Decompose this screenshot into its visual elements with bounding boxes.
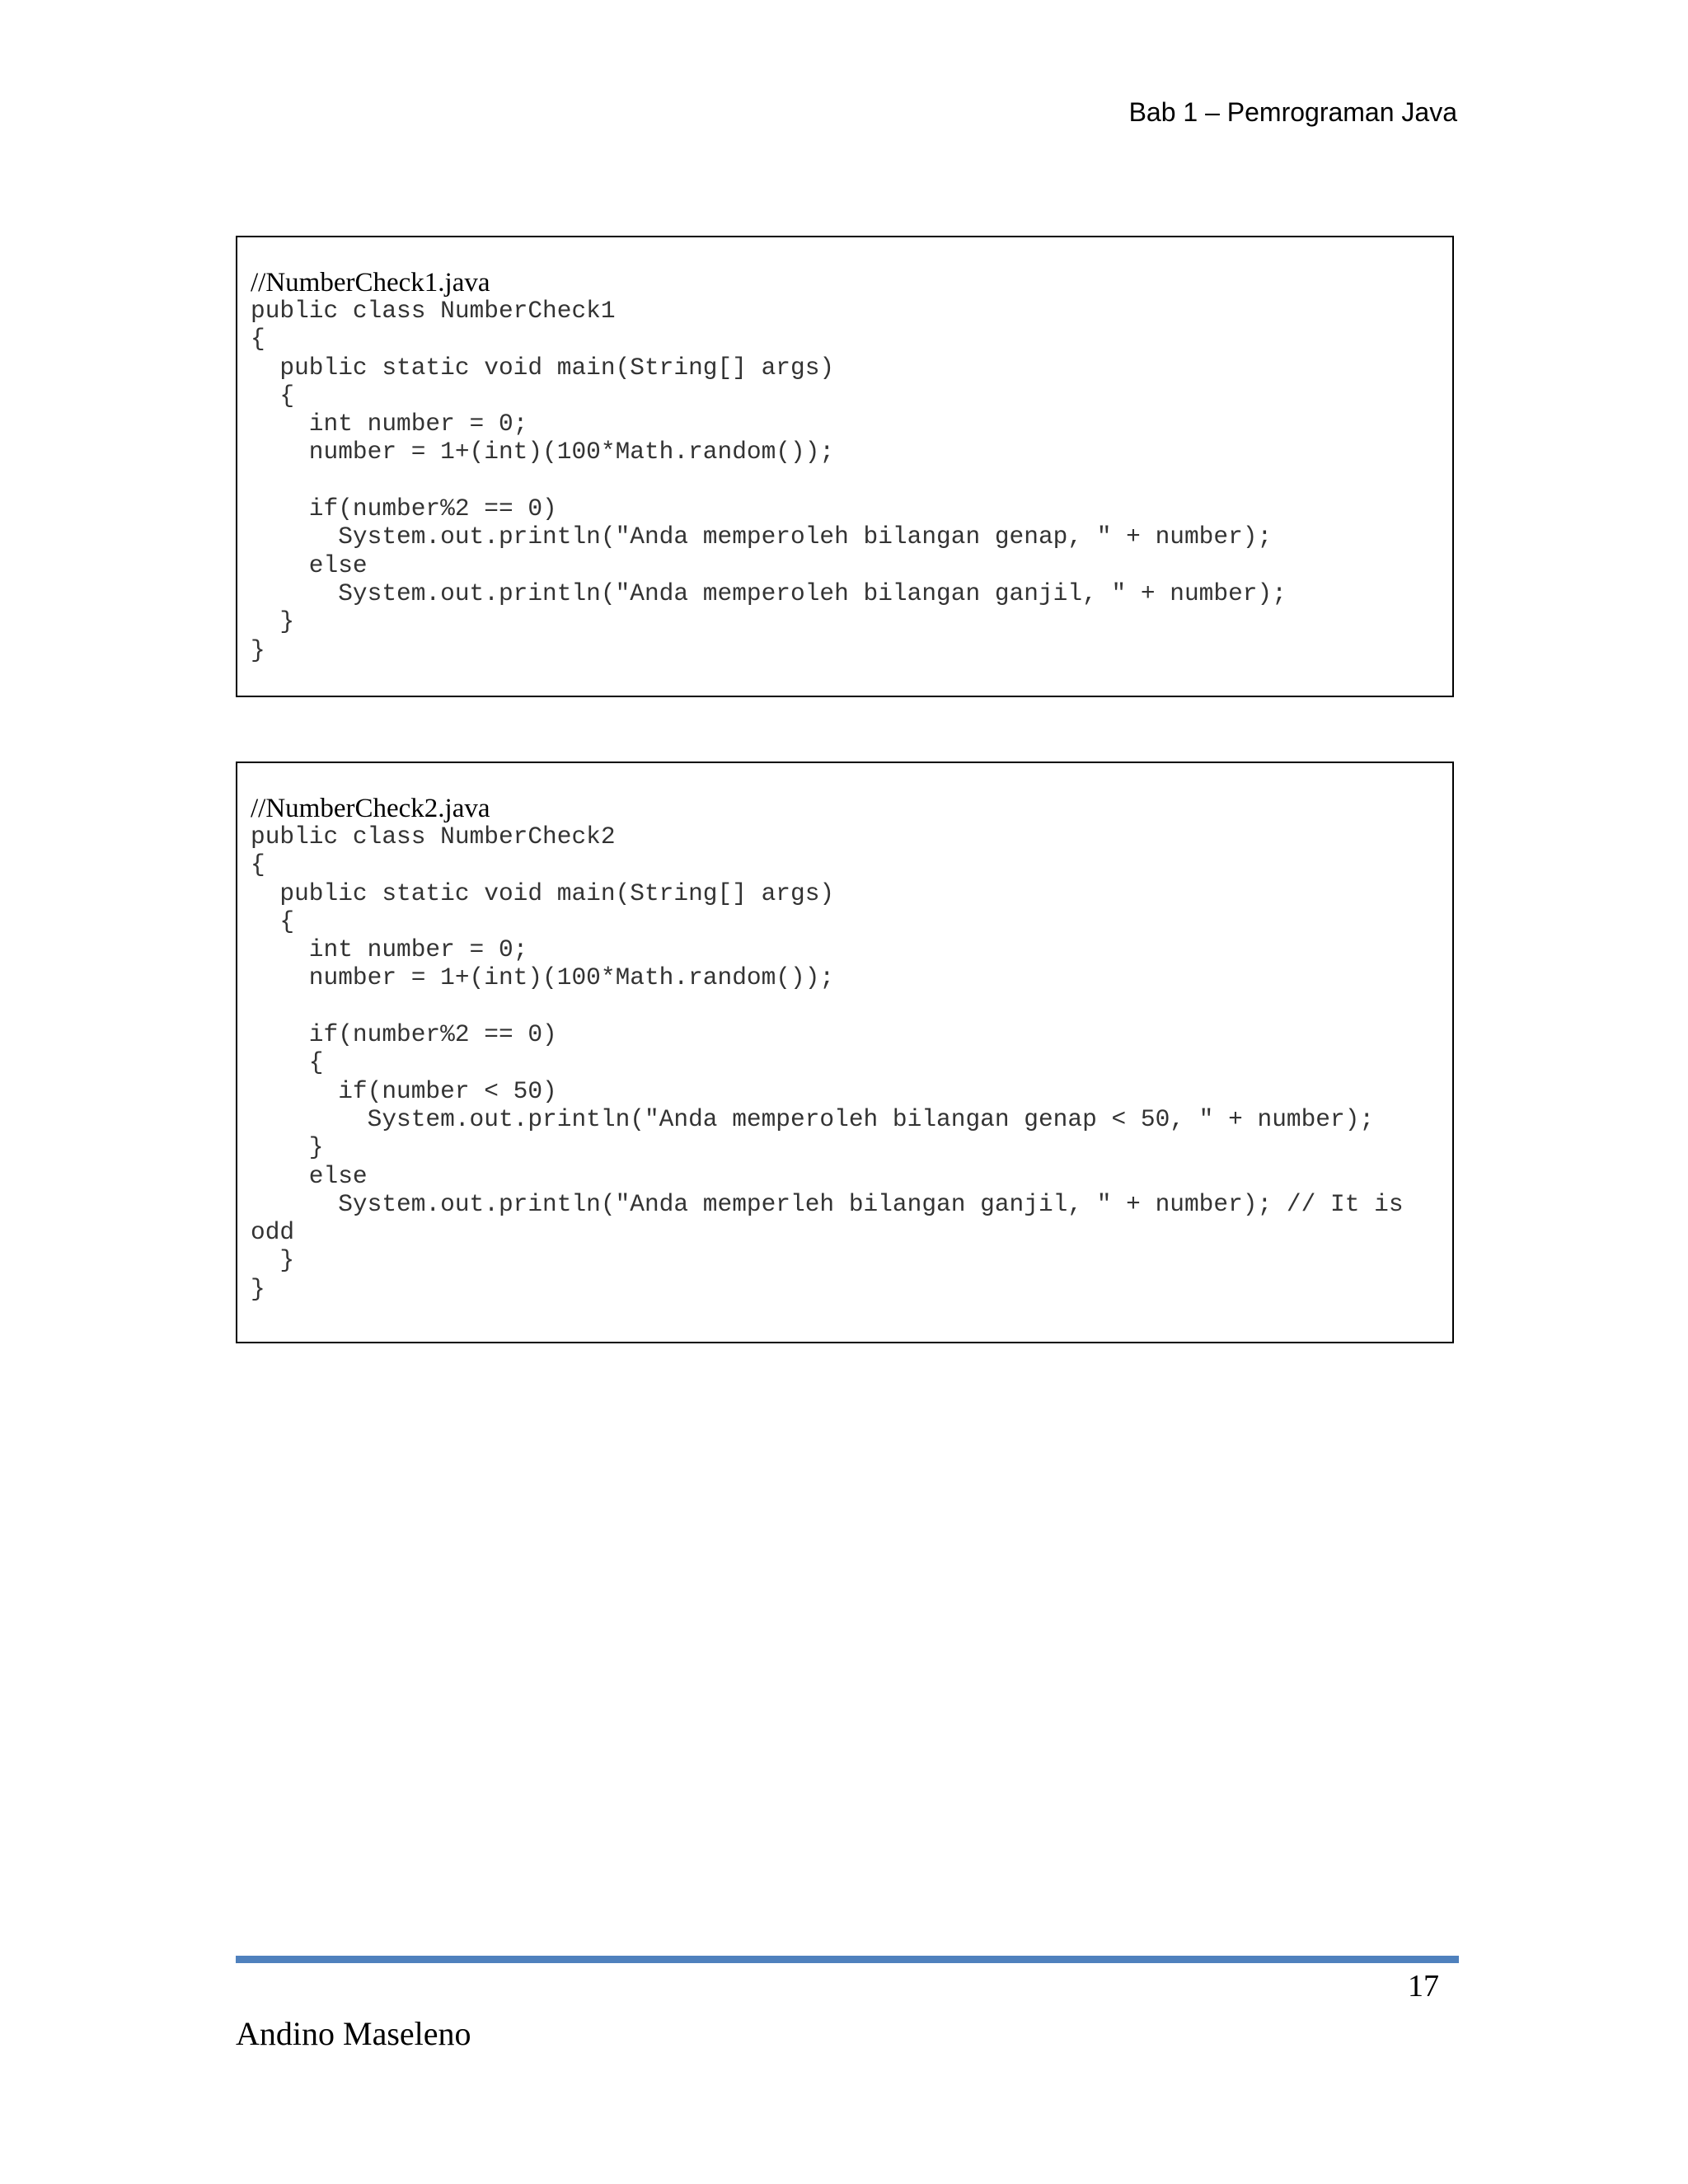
code-line: }	[251, 1133, 324, 1162]
code-line: public static void main(String[] args)	[251, 353, 835, 382]
code-line: public class NumberCheck1	[251, 297, 616, 325]
code-filename: //NumberCheck1.java	[251, 268, 490, 298]
code-line: else	[251, 551, 368, 579]
code-filename: //NumberCheck2.java	[251, 794, 490, 823]
code-line: }	[251, 1274, 265, 1303]
code-line: {	[251, 381, 295, 410]
code-line: System.out.println("Anda memperleh bilangan ganjil, " + number); // It is	[251, 1189, 1404, 1218]
code-listing-2	[236, 762, 1454, 1343]
code-listing-1	[236, 236, 1454, 697]
code-line: public class NumberCheck2	[251, 823, 616, 851]
code-line: System.out.println("Anda memperoleh bilangan genap, " + number);	[251, 523, 1273, 551]
code-line: {	[251, 907, 295, 935]
code-line: {	[251, 1048, 324, 1077]
code-line: }	[251, 635, 265, 664]
code-line: odd	[251, 1218, 295, 1247]
code-line: {	[251, 325, 265, 354]
running-header: Bab 1 – Pemrograman Java	[1128, 97, 1457, 127]
code-line: number = 1+(int)(100*Math.random());	[251, 438, 835, 466]
code-listing-2-content	[251, 794, 1444, 1303]
code-line: {	[251, 851, 265, 879]
code-listing-1-content	[251, 269, 1444, 664]
code-line: if(number%2 == 0)	[251, 1020, 557, 1049]
code-line: if(number < 50)	[251, 1076, 557, 1105]
code-line: public static void main(String[] args)	[251, 879, 835, 907]
page-number: 17	[1408, 1969, 1439, 2004]
footer-rule	[236, 1956, 1459, 1963]
code-line	[251, 466, 1444, 494]
code-line: }	[251, 607, 295, 636]
code-line: int number = 0;	[251, 935, 528, 964]
code-line: else	[251, 1161, 368, 1190]
code-line: if(number%2 == 0)	[251, 494, 557, 523]
author-name: Andino Maseleno	[236, 2015, 471, 2052]
code-line	[251, 992, 1444, 1020]
code-line: int number = 0;	[251, 410, 528, 438]
code-line: number = 1+(int)(100*Math.random());	[251, 963, 835, 992]
code-line: }	[251, 1246, 295, 1275]
code-line: System.out.println("Anda memperoleh bilangan ganjil, " + number);	[251, 579, 1287, 607]
code-line: System.out.println("Anda memperoleh bilangan genap < 50, " + number);	[251, 1104, 1375, 1133]
